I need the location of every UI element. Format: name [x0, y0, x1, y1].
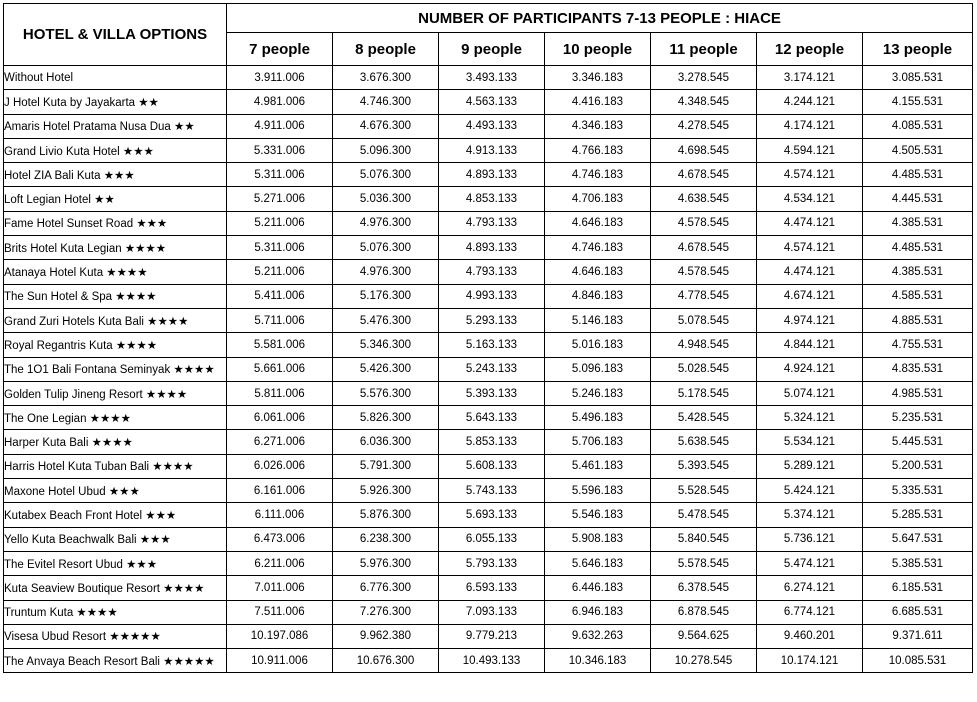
- price-cell: 4.594.121: [757, 138, 863, 162]
- price-cell: 4.578.545: [651, 260, 757, 284]
- price-cell: 5.711.006: [227, 308, 333, 332]
- price-cell: 4.778.545: [651, 284, 757, 308]
- price-cell: 5.706.183: [545, 430, 651, 454]
- hotel-options-header: HOTEL & VILLA OPTIONS: [4, 4, 227, 66]
- price-cell: 5.426.300: [333, 357, 439, 381]
- price-cell: 4.244.121: [757, 90, 863, 114]
- price-cell: 4.835.531: [863, 357, 973, 381]
- price-cell: 5.908.183: [545, 527, 651, 551]
- table-row: [4, 163, 973, 187]
- table-row: [4, 649, 973, 673]
- price-cell: 4.563.133: [439, 90, 545, 114]
- table-row: [4, 284, 973, 308]
- price-cell: 5.478.545: [651, 503, 757, 527]
- price-cell: 5.385.531: [863, 551, 973, 575]
- price-cell: 5.311.006: [227, 236, 333, 260]
- price-cell: 6.378.545: [651, 576, 757, 600]
- price-cell: 5.638.545: [651, 430, 757, 454]
- price-cell: 4.985.531: [863, 381, 973, 405]
- price-cell: 4.445.531: [863, 187, 973, 211]
- price-cell: 4.678.545: [651, 163, 757, 187]
- price-cell: 5.393.133: [439, 381, 545, 405]
- table-row: [4, 381, 973, 405]
- price-cell: 4.844.121: [757, 333, 863, 357]
- price-cell: 9.779.213: [439, 624, 545, 648]
- price-cell: 5.146.183: [545, 308, 651, 332]
- hotel-name-cell: Harper Kuta Bali ★★★★: [4, 430, 227, 454]
- price-cell: 6.776.300: [333, 576, 439, 600]
- table-row: [4, 66, 973, 90]
- hotel-name-cell: Kutabex Beach Front Hotel ★★★: [4, 503, 227, 527]
- price-cell: 4.924.121: [757, 357, 863, 381]
- table-row: [4, 333, 973, 357]
- hotel-name-cell: Royal Regantris Kuta ★★★★: [4, 333, 227, 357]
- price-cell: 4.676.300: [333, 114, 439, 138]
- price-cell: 6.061.006: [227, 406, 333, 430]
- price-cell: 5.211.006: [227, 211, 333, 235]
- hotel-name-cell: Loft Legian Hotel ★★: [4, 187, 227, 211]
- price-cell: 6.274.121: [757, 576, 863, 600]
- price-cell: 5.578.545: [651, 551, 757, 575]
- price-cell: 4.793.133: [439, 211, 545, 235]
- table-row: [4, 479, 973, 503]
- table-row: [4, 138, 973, 162]
- price-cell: 3.085.531: [863, 66, 973, 90]
- price-cell: 5.876.300: [333, 503, 439, 527]
- table-row: [4, 308, 973, 332]
- price-cell: 9.564.625: [651, 624, 757, 648]
- price-cell: 4.646.183: [545, 260, 651, 284]
- hotel-name-cell: Kuta Seaview Boutique Resort ★★★★: [4, 576, 227, 600]
- price-cell: 3.346.183: [545, 66, 651, 90]
- price-cell: 6.185.531: [863, 576, 973, 600]
- price-cell: 3.278.545: [651, 66, 757, 90]
- price-cell: 5.178.545: [651, 381, 757, 405]
- price-cell: 10.493.133: [439, 649, 545, 673]
- price-cell: 5.424.121: [757, 479, 863, 503]
- price-cell: 5.243.133: [439, 357, 545, 381]
- price-cell: 5.036.300: [333, 187, 439, 211]
- table-row: [4, 527, 973, 551]
- price-cell: 4.793.133: [439, 260, 545, 284]
- price-cell: 5.811.006: [227, 381, 333, 405]
- price-cell: 5.078.545: [651, 308, 757, 332]
- price-cell: 4.893.133: [439, 236, 545, 260]
- price-cell: 4.474.121: [757, 260, 863, 284]
- price-cell: 6.685.531: [863, 600, 973, 624]
- price-cell: 4.574.121: [757, 236, 863, 260]
- price-cell: 5.428.545: [651, 406, 757, 430]
- hotel-name-cell: The Anvaya Beach Resort Bali ★★★★★: [4, 649, 227, 673]
- price-cell: 4.746.300: [333, 90, 439, 114]
- hotel-name-cell: Grand Livio Kuta Hotel ★★★: [4, 138, 227, 162]
- hotel-name-cell: Amaris Hotel Pratama Nusa Dua ★★: [4, 114, 227, 138]
- table-row: [4, 430, 973, 454]
- price-cell: 10.911.006: [227, 649, 333, 673]
- price-cell: 6.593.133: [439, 576, 545, 600]
- price-cell: 5.534.121: [757, 430, 863, 454]
- price-cell: 4.993.133: [439, 284, 545, 308]
- price-cell: 4.085.531: [863, 114, 973, 138]
- price-cell: 4.155.531: [863, 90, 973, 114]
- column-header: 10 people: [545, 33, 651, 66]
- table-row: [4, 503, 973, 527]
- price-cell: 6.238.300: [333, 527, 439, 551]
- price-cell: 5.647.531: [863, 527, 973, 551]
- table-row: [4, 576, 973, 600]
- price-cell: 7.011.006: [227, 576, 333, 600]
- price-table-container: [3, 3, 973, 673]
- price-cell: 5.074.121: [757, 381, 863, 405]
- column-header: 11 people: [651, 33, 757, 66]
- price-cell: 4.766.183: [545, 138, 651, 162]
- price-cell: 5.474.121: [757, 551, 863, 575]
- participants-group-header: NUMBER OF PARTICIPANTS 7-13 PEOPLE : HIACE: [227, 4, 973, 33]
- hotel-name-cell: J Hotel Kuta by Jayakarta ★★: [4, 90, 227, 114]
- price-cell: 4.755.531: [863, 333, 973, 357]
- table-row: [4, 114, 973, 138]
- price-cell: 4.706.183: [545, 187, 651, 211]
- price-cell: 3.911.006: [227, 66, 333, 90]
- price-cell: 6.878.545: [651, 600, 757, 624]
- price-cell: 4.385.531: [863, 260, 973, 284]
- price-cell: 6.111.006: [227, 503, 333, 527]
- column-header: 12 people: [757, 33, 863, 66]
- hotel-name-cell: The One Legian ★★★★: [4, 406, 227, 430]
- price-cell: 4.893.133: [439, 163, 545, 187]
- price-cell: 10.278.545: [651, 649, 757, 673]
- column-header: 8 people: [333, 33, 439, 66]
- price-cell: 5.411.006: [227, 284, 333, 308]
- price-cell: 5.445.531: [863, 430, 973, 454]
- table-row: [4, 624, 973, 648]
- price-cell: 4.853.133: [439, 187, 545, 211]
- price-cell: 4.474.121: [757, 211, 863, 235]
- price-table: [3, 3, 973, 673]
- price-cell: 5.200.531: [863, 454, 973, 478]
- price-cell: 5.826.300: [333, 406, 439, 430]
- price-cell: 5.661.006: [227, 357, 333, 381]
- price-cell: 6.055.133: [439, 527, 545, 551]
- price-cell: 6.774.121: [757, 600, 863, 624]
- price-cell: 4.646.183: [545, 211, 651, 235]
- price-cell: 4.976.300: [333, 211, 439, 235]
- price-cell: 4.174.121: [757, 114, 863, 138]
- price-cell: 6.036.300: [333, 430, 439, 454]
- price-cell: 6.161.006: [227, 479, 333, 503]
- price-cell: 5.576.300: [333, 381, 439, 405]
- price-cell: 4.278.545: [651, 114, 757, 138]
- price-cell: 5.028.545: [651, 357, 757, 381]
- price-cell: 5.840.545: [651, 527, 757, 551]
- price-cell: 4.846.183: [545, 284, 651, 308]
- price-cell: 5.016.183: [545, 333, 651, 357]
- price-cell: 4.505.531: [863, 138, 973, 162]
- table-row: [4, 454, 973, 478]
- price-cell: 7.093.133: [439, 600, 545, 624]
- hotel-name-cell: Truntum Kuta ★★★★: [4, 600, 227, 624]
- price-cell: 5.976.300: [333, 551, 439, 575]
- price-cell: 4.746.183: [545, 236, 651, 260]
- price-cell: 5.285.531: [863, 503, 973, 527]
- price-cell: 5.736.121: [757, 527, 863, 551]
- price-cell: 4.348.545: [651, 90, 757, 114]
- hotel-name-cell: Brits Hotel Kuta Legian ★★★★: [4, 236, 227, 260]
- price-cell: 4.674.121: [757, 284, 863, 308]
- price-cell: 4.485.531: [863, 163, 973, 187]
- price-cell: 5.596.183: [545, 479, 651, 503]
- price-cell: 3.493.133: [439, 66, 545, 90]
- price-cell: 6.211.006: [227, 551, 333, 575]
- price-cell: 5.271.006: [227, 187, 333, 211]
- price-cell: 10.346.183: [545, 649, 651, 673]
- price-cell: 4.578.545: [651, 211, 757, 235]
- price-cell: 5.246.183: [545, 381, 651, 405]
- table-row: [4, 357, 973, 381]
- hotel-name-cell: Visesa Ubud Resort ★★★★★: [4, 624, 227, 648]
- price-cell: 4.981.006: [227, 90, 333, 114]
- price-cell: 4.493.133: [439, 114, 545, 138]
- column-header: 9 people: [439, 33, 545, 66]
- table-row: [4, 260, 973, 284]
- price-cell: 5.793.133: [439, 551, 545, 575]
- price-cell: 9.632.263: [545, 624, 651, 648]
- hotel-name-cell: The 1O1 Bali Fontana Seminyak ★★★★: [4, 357, 227, 381]
- price-cell: 7.511.006: [227, 600, 333, 624]
- price-cell: 7.276.300: [333, 600, 439, 624]
- price-cell: 4.948.545: [651, 333, 757, 357]
- price-cell: 4.574.121: [757, 163, 863, 187]
- price-cell: 5.211.006: [227, 260, 333, 284]
- table-row: [4, 551, 973, 575]
- price-cell: 4.416.183: [545, 90, 651, 114]
- hotel-name-cell: Atanaya Hotel Kuta ★★★★: [4, 260, 227, 284]
- price-cell: 4.913.133: [439, 138, 545, 162]
- price-cell: 9.962.380: [333, 624, 439, 648]
- price-cell: 5.346.300: [333, 333, 439, 357]
- price-cell: 5.643.133: [439, 406, 545, 430]
- price-cell: 5.235.531: [863, 406, 973, 430]
- price-cell: 4.346.183: [545, 114, 651, 138]
- table-row: [4, 406, 973, 430]
- hotel-name-cell: Golden Tulip Jineng Resort ★★★★: [4, 381, 227, 405]
- price-cell: 4.885.531: [863, 308, 973, 332]
- price-cell: 10.197.086: [227, 624, 333, 648]
- price-cell: 5.646.183: [545, 551, 651, 575]
- table-row: [4, 187, 973, 211]
- price-cell: 6.446.183: [545, 576, 651, 600]
- price-cell: 5.289.121: [757, 454, 863, 478]
- price-cell: 3.676.300: [333, 66, 439, 90]
- price-cell: 5.324.121: [757, 406, 863, 430]
- price-cell: 5.293.133: [439, 308, 545, 332]
- price-cell: 6.026.006: [227, 454, 333, 478]
- table-row: [4, 90, 973, 114]
- price-cell: 9.371.611: [863, 624, 973, 648]
- price-cell: 4.974.121: [757, 308, 863, 332]
- price-cell: 5.743.133: [439, 479, 545, 503]
- price-cell: 10.174.121: [757, 649, 863, 673]
- price-cell: 4.698.545: [651, 138, 757, 162]
- price-cell: 5.461.183: [545, 454, 651, 478]
- price-cell: 4.911.006: [227, 114, 333, 138]
- price-cell: 5.176.300: [333, 284, 439, 308]
- price-cell: 4.678.545: [651, 236, 757, 260]
- table-body: [4, 66, 973, 673]
- price-cell: 10.676.300: [333, 649, 439, 673]
- hotel-name-cell: Without Hotel: [4, 66, 227, 90]
- table-row: [4, 211, 973, 235]
- price-cell: 4.585.531: [863, 284, 973, 308]
- price-cell: 5.076.300: [333, 163, 439, 187]
- price-cell: 6.946.183: [545, 600, 651, 624]
- price-cell: 5.496.183: [545, 406, 651, 430]
- price-cell: 5.693.133: [439, 503, 545, 527]
- price-cell: 5.335.531: [863, 479, 973, 503]
- hotel-name-cell: The Evitel Resort Ubud ★★★: [4, 551, 227, 575]
- price-cell: 5.163.133: [439, 333, 545, 357]
- price-cell: 5.476.300: [333, 308, 439, 332]
- price-cell: 4.485.531: [863, 236, 973, 260]
- price-cell: 5.096.300: [333, 138, 439, 162]
- hotel-name-cell: Yello Kuta Beachwalk Bali ★★★: [4, 527, 227, 551]
- price-cell: 5.393.545: [651, 454, 757, 478]
- price-cell: 5.311.006: [227, 163, 333, 187]
- price-cell: 5.581.006: [227, 333, 333, 357]
- table-row: [4, 600, 973, 624]
- price-cell: 5.528.545: [651, 479, 757, 503]
- hotel-name-cell: Hotel ZIA Bali Kuta ★★★: [4, 163, 227, 187]
- price-cell: 5.331.006: [227, 138, 333, 162]
- hotel-name-cell: Maxone Hotel Ubud ★★★: [4, 479, 227, 503]
- price-cell: 4.638.545: [651, 187, 757, 211]
- hotel-name-cell: Grand Zuri Hotels Kuta Bali ★★★★: [4, 308, 227, 332]
- hotel-name-cell: The Sun Hotel & Spa ★★★★: [4, 284, 227, 308]
- price-cell: 5.926.300: [333, 479, 439, 503]
- price-cell: 6.473.006: [227, 527, 333, 551]
- price-cell: 5.374.121: [757, 503, 863, 527]
- price-cell: 9.460.201: [757, 624, 863, 648]
- price-cell: 5.076.300: [333, 236, 439, 260]
- column-header: 13 people: [863, 33, 973, 66]
- price-cell: 4.385.531: [863, 211, 973, 235]
- price-cell: 10.085.531: [863, 649, 973, 673]
- price-cell: 5.096.183: [545, 357, 651, 381]
- column-header: 7 people: [227, 33, 333, 66]
- price-cell: 4.976.300: [333, 260, 439, 284]
- price-cell: 3.174.121: [757, 66, 863, 90]
- price-cell: 5.853.133: [439, 430, 545, 454]
- price-cell: 5.608.133: [439, 454, 545, 478]
- price-cell: 4.534.121: [757, 187, 863, 211]
- price-cell: 4.746.183: [545, 163, 651, 187]
- table-row: [4, 236, 973, 260]
- price-cell: 5.791.300: [333, 454, 439, 478]
- hotel-name-cell: Harris Hotel Kuta Tuban Bali ★★★★: [4, 454, 227, 478]
- price-cell: 5.546.183: [545, 503, 651, 527]
- hotel-name-cell: Fame Hotel Sunset Road ★★★: [4, 211, 227, 235]
- price-cell: 6.271.006: [227, 430, 333, 454]
